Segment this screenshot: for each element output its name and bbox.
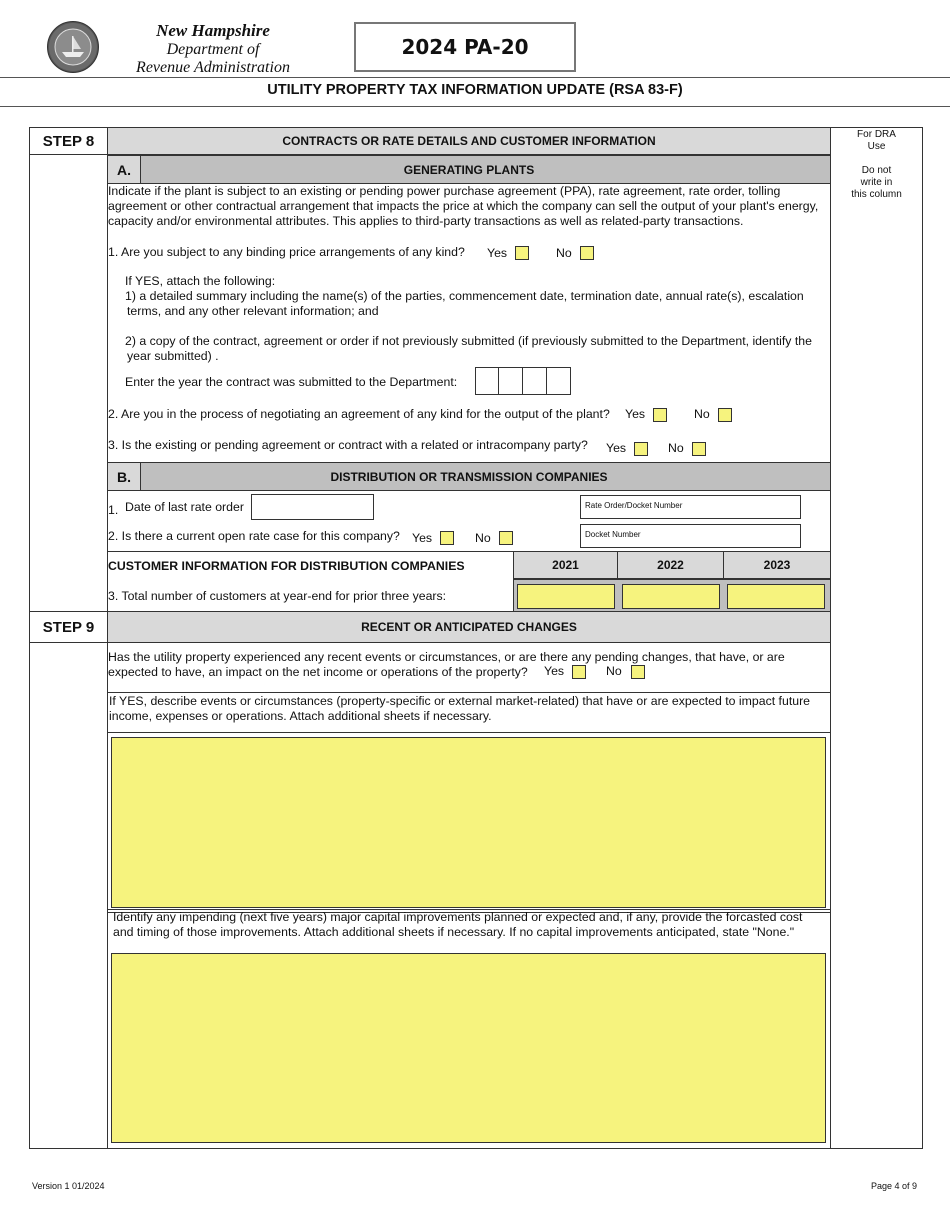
year-digit-4[interactable] — [546, 367, 571, 395]
year-digit-2[interactable] — [498, 367, 523, 395]
version-footer: Version 1 01/2024 — [32, 1181, 105, 1191]
agency-dept: Department of — [166, 41, 260, 58]
b2-no-label: No — [475, 531, 491, 545]
customers-2023-input[interactable] — [727, 584, 825, 609]
s9-yes-label: Yes — [544, 664, 565, 678]
attach-item-1: 1) a detailed summary including the name(s) of the parties, commencement date, termination date, annual rate(s), escalation terms, and any other relevant information; and — [125, 289, 804, 318]
attach-item-2: 2) a copy of the contract, agreement or order if not previously submitted (if previously submitted to the Department, identify the year submitted) . — [125, 334, 812, 363]
step-9-divider-1 — [107, 692, 831, 693]
a3-no-label: No — [668, 441, 684, 455]
capital-improvements-textarea[interactable] — [111, 953, 826, 1143]
s9-yes-checkbox[interactable] — [572, 665, 586, 679]
dra-use-column — [830, 127, 923, 1149]
step-9-divider-2 — [107, 732, 831, 733]
a2-yes-label: Yes — [625, 407, 646, 421]
events-description-textarea[interactable] — [111, 737, 826, 908]
header-rule-bottom — [0, 106, 950, 107]
step-8-title: CONTRACTS OR RATE DETAILS AND CUSTOMER INFORMATION — [107, 127, 831, 155]
section-a-title: GENERATING PLANTS — [107, 155, 831, 184]
year-input — [475, 367, 572, 395]
year-digit-1[interactable] — [475, 367, 499, 395]
docket-number-input[interactable]: Docket Number — [580, 524, 801, 548]
section-a-intro: Indicate if the plant is subject to an existing or pending power purchase agreement (PPA), rate agreement, rate order, tolling agreement or other contractual arrangement that impacts the price at which the company can sell the output of your plant's energy, capacity and/or environmental attributes. This applies to third-party transactions as well as related-party transactions. — [108, 184, 819, 228]
customers-2022-input[interactable] — [622, 584, 720, 609]
section-b-letter: B. — [107, 462, 141, 491]
rate-order-date-input[interactable] — [251, 494, 374, 520]
s9-no-checkbox[interactable] — [631, 665, 645, 679]
a2-no-checkbox[interactable] — [718, 408, 732, 422]
a3-no-checkbox[interactable] — [692, 442, 706, 456]
b3-label: 3. Total number of customers at year-end for prior three years: — [108, 589, 447, 603]
b1-number: 1. — [108, 503, 119, 517]
s9-no-label: No — [606, 664, 622, 678]
step-9-question: Has the utility property experienced any recent events or circumstances, or are there any pending changes, that have, or are expected to have, an impact on the net income or operations of the property? — [108, 650, 785, 679]
b2-no-checkbox[interactable] — [499, 531, 513, 545]
b2-yes-checkbox[interactable] — [440, 531, 454, 545]
rate-order-docket-input[interactable]: Rate Order/Docket Number — [580, 495, 801, 519]
capital-improvements-prompt: Identify any impending (next five years) major capital improvements planned or expected and, if any, provide the forcasted cost and timing of those improvements. Attach additional sheets if necessary. If no capital improvements anticipated, state "None." — [113, 910, 803, 939]
b2-yes-label: Yes — [412, 531, 433, 545]
agency-state: New Hampshire — [156, 21, 270, 40]
step-9-label: STEP 9 — [29, 611, 108, 643]
year-col-2021: 2021 — [513, 551, 618, 579]
step-9-title: RECENT OR ANTICIPATED CHANGES — [107, 611, 831, 643]
a3-yes-label: Yes — [606, 441, 627, 455]
customers-2021-input[interactable] — [517, 584, 615, 609]
dra-use-note: For DRA Use Do not write in this column — [851, 129, 902, 200]
question-a3: 3. Is the existing or pending agreement or contract with a related or intracompany party? — [108, 438, 588, 452]
a2-no-label: No — [694, 407, 710, 421]
section-a-letter: A. — [107, 155, 141, 184]
year-col-2023: 2023 — [723, 551, 831, 579]
a1-no-label: No — [556, 246, 572, 260]
nh-seal-logo — [47, 21, 99, 73]
a1-yes-checkbox[interactable] — [515, 246, 529, 260]
events-description-prompt: If YES, describe events or circumstances (property-specific or external market-related) that have or are expected to impact future income, expenses or operations. Attach additional sheets if necessary. — [109, 694, 811, 723]
a1-no-checkbox[interactable] — [580, 246, 594, 260]
a1-yes-label: Yes — [487, 246, 508, 260]
form-subtitle: UTILITY PROPERTY TAX INFORMATION UPDATE (RSA 83-F) — [267, 82, 683, 98]
a3-yes-checkbox[interactable] — [634, 442, 648, 456]
section-b-title: DISTRIBUTION OR TRANSMISSION COMPANIES — [107, 462, 831, 491]
year-col-2022: 2022 — [617, 551, 724, 579]
b2-label: 2. Is there a current open rate case for this company? — [108, 529, 400, 543]
agency-division: Revenue Administration — [136, 59, 290, 76]
header-rule-top — [0, 77, 950, 78]
b1-label: Date of last rate order — [125, 500, 244, 514]
question-a2: 2. Are you in the process of negotiating an agreement of any kind for the output of the plant? — [108, 407, 610, 421]
page-number: Page 4 of 9 — [871, 1181, 918, 1191]
step-8-label: STEP 8 — [29, 127, 108, 155]
customer-info-header: CUSTOMER INFORMATION FOR DISTRIBUTION COMPANIES — [108, 559, 465, 573]
if-yes-label: If YES, attach the following: — [125, 274, 276, 288]
year-prompt: Enter the year the contract was submitted to the Department: — [125, 375, 458, 389]
agency-name — [118, 22, 308, 77]
form-title: 2024 PA-20 — [354, 22, 576, 72]
a2-yes-checkbox[interactable] — [653, 408, 667, 422]
question-a1: 1. Are you subject to any binding price arrangements of any kind? — [108, 245, 465, 259]
year-digit-3[interactable] — [522, 367, 547, 395]
